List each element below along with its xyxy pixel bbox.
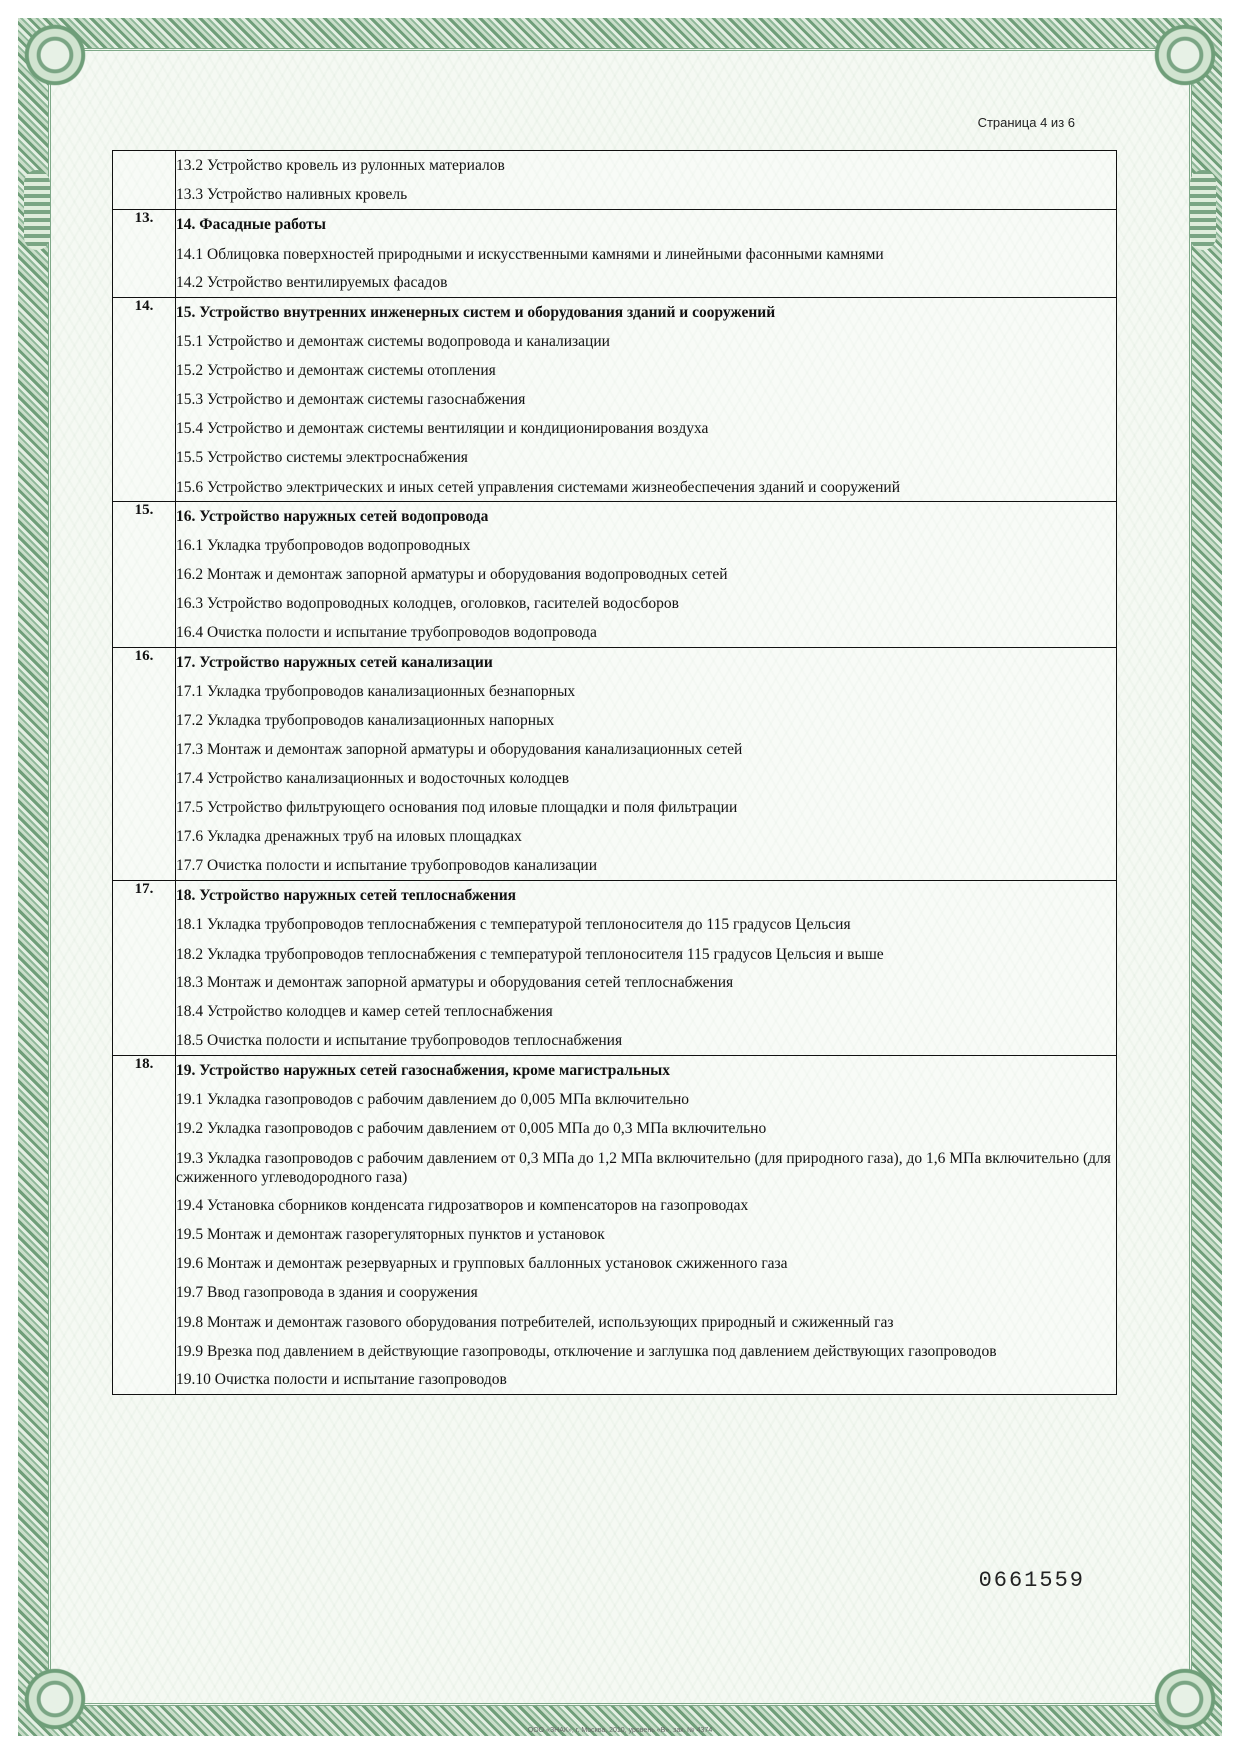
table-row bbox=[113, 648, 1117, 881]
work-item: 19.1 Укладка газопроводов с рабочим давлением до 0,005 МПа включительно bbox=[176, 1091, 690, 1108]
row-content bbox=[176, 298, 1117, 502]
work-item: 15.1 Устройство и демонтаж системы водопровода и канализации bbox=[176, 333, 610, 350]
work-item: 17.5 Устройство фильтрующего основания под иловые площадки и поля фильтрации bbox=[176, 799, 738, 816]
work-item: 18.3 Монтаж и демонтаж запорной арматуры и оборудования сетей теплоснабжения bbox=[176, 974, 734, 991]
section-heading: 19. Устройство наружных сетей газоснабжения, кроме магистральных bbox=[176, 1062, 670, 1079]
work-item: 15.5 Устройство системы электроснабжения bbox=[176, 449, 468, 466]
work-item: 15.2 Устройство и демонтаж системы отопления bbox=[176, 362, 496, 379]
work-item: 19.5 Монтаж и демонтаж газорегуляторных пунктов и установок bbox=[176, 1226, 605, 1243]
corner-ornament-icon bbox=[1150, 20, 1220, 90]
corner-ornament-icon bbox=[20, 20, 90, 90]
printer-imprint: ООО «ЗНАК», г. Москва, 2010, уровень «В», зак. № 4374 bbox=[527, 1727, 713, 1734]
table-row bbox=[113, 881, 1117, 1056]
table-row bbox=[113, 298, 1117, 502]
row-content bbox=[176, 151, 1117, 210]
work-item: 17.4 Устройство канализационных и водосточных колодцев bbox=[176, 770, 570, 787]
work-item: 15.4 Устройство и демонтаж системы вентиляции и кондиционирования воздуха bbox=[176, 420, 709, 437]
work-item: 17.3 Монтаж и демонтаж запорной арматуры и оборудования канализационных сетей bbox=[176, 741, 743, 758]
table-row bbox=[113, 151, 1117, 210]
work-item: 19.2 Укладка газопроводов с рабочим давлением от 0,005 МПа до 0,3 МПа включительно bbox=[176, 1120, 767, 1137]
work-item: 16.2 Монтаж и демонтаж запорной арматуры и оборудования водопроводных сетей bbox=[176, 566, 728, 583]
work-item: 13.3 Устройство наливных кровель bbox=[176, 186, 408, 203]
row-content bbox=[176, 881, 1117, 1056]
row-content bbox=[176, 502, 1117, 648]
row-number: 15. bbox=[113, 502, 176, 648]
work-item: 18.5 Очистка полости и испытание трубопроводов теплоснабжения bbox=[176, 1032, 623, 1049]
work-item: 19.6 Монтаж и демонтаж резервуарных и групповых баллонных установок сжиженного газа bbox=[176, 1255, 788, 1272]
row-number: 17. bbox=[113, 881, 176, 1056]
work-item: 14.2 Устройство вентилируемых фасадов bbox=[176, 274, 448, 291]
work-item: 16.3 Устройство водопроводных колодцев, оголовков, гасителей водосборов bbox=[176, 595, 679, 612]
work-item: 17.1 Укладка трубопроводов канализационных безнапорных bbox=[176, 683, 576, 700]
row-content bbox=[176, 648, 1117, 881]
row-content bbox=[176, 210, 1117, 298]
work-item: 14.1 Облицовка поверхностей природными и искусственными камнями и линейными фасонными камнями bbox=[176, 246, 884, 263]
work-item: 18.2 Укладка трубопроводов теплоснабжения с температурой теплоносителя 115 градусов Цельсия и выше bbox=[176, 946, 884, 963]
work-item: 17.7 Очистка полости и испытание трубопроводов канализации bbox=[176, 857, 597, 874]
row-number: 14. bbox=[113, 298, 176, 502]
section-heading: 15. Устройство внутренних инженерных систем и оборудования зданий и сооружений bbox=[176, 304, 776, 321]
section-heading: 18. Устройство наружных сетей теплоснабжения bbox=[176, 887, 517, 904]
row-number: 18. bbox=[113, 1056, 176, 1395]
table-row bbox=[113, 210, 1117, 298]
works-table-body bbox=[113, 151, 1117, 1395]
side-ornament-icon bbox=[1190, 170, 1216, 250]
work-item: 13.2 Устройство кровель из рулонных материалов bbox=[176, 157, 505, 174]
work-item: 18.4 Устройство колодцев и камер сетей теплоснабжения bbox=[176, 1003, 553, 1020]
row-number: 13. bbox=[113, 210, 176, 298]
corner-ornament-icon bbox=[1150, 1664, 1220, 1734]
work-item: 19.8 Монтаж и демонтаж газового оборудования потребителей, использующих природный и сжиженный газ bbox=[176, 1314, 894, 1331]
work-item: 16.4 Очистка полости и испытание трубопроводов водопровода bbox=[176, 624, 597, 641]
work-item: 15.3 Устройство и демонтаж системы газоснабжения bbox=[176, 391, 526, 408]
page-number: Страница 4 из 6 bbox=[977, 115, 1075, 130]
work-item: 16.1 Укладка трубопроводов водопроводных bbox=[176, 537, 471, 554]
section-heading: 17. Устройство наружных сетей канализации bbox=[176, 654, 493, 671]
side-ornament-icon bbox=[24, 170, 50, 250]
works-table bbox=[112, 150, 1117, 1395]
table-row bbox=[113, 502, 1117, 648]
work-item: 17.2 Укладка трубопроводов канализационных напорных bbox=[176, 712, 555, 729]
row-number: 16. bbox=[113, 648, 176, 881]
row-number bbox=[113, 151, 176, 210]
section-heading: 14. Фасадные работы bbox=[176, 216, 326, 233]
row-content bbox=[176, 1056, 1117, 1395]
corner-ornament-icon bbox=[20, 1664, 90, 1734]
work-item: 18.1 Укладка трубопроводов теплоснабжения с температурой теплоносителя до 115 градусов Цельсия bbox=[176, 916, 851, 933]
section-heading: 16. Устройство наружных сетей водопровода bbox=[176, 508, 489, 525]
work-item: 17.6 Укладка дренажных труб на иловых площадках bbox=[176, 828, 522, 845]
work-item: 19.4 Установка сборников конденсата гидрозатворов и компенсаторов на газопроводах bbox=[176, 1197, 749, 1214]
serial-number: 0661559 bbox=[978, 1568, 1085, 1593]
work-item: 19.10 Очистка полости и испытание газопроводов bbox=[176, 1371, 507, 1388]
work-item: 19.9 Врезка под давлением в действующие газопроводы, отключение и заглушка под давлением действующих газопроводов bbox=[176, 1343, 997, 1360]
work-item: 19.3 Укладка газопроводов с рабочим давлением от 0,3 МПа до 1,2 МПа включительно (для природного газа), до 1,6 МПа включительно (для сжиженного углеводородного газа) bbox=[176, 1150, 1111, 1186]
work-item: 19.7 Ввод газопровода в здания и сооружения bbox=[176, 1284, 478, 1301]
work-item: 15.6 Устройство электрических и иных сетей управления системами жизнеобеспечения зданий и сооружений bbox=[176, 479, 901, 496]
table-row bbox=[113, 1056, 1117, 1395]
